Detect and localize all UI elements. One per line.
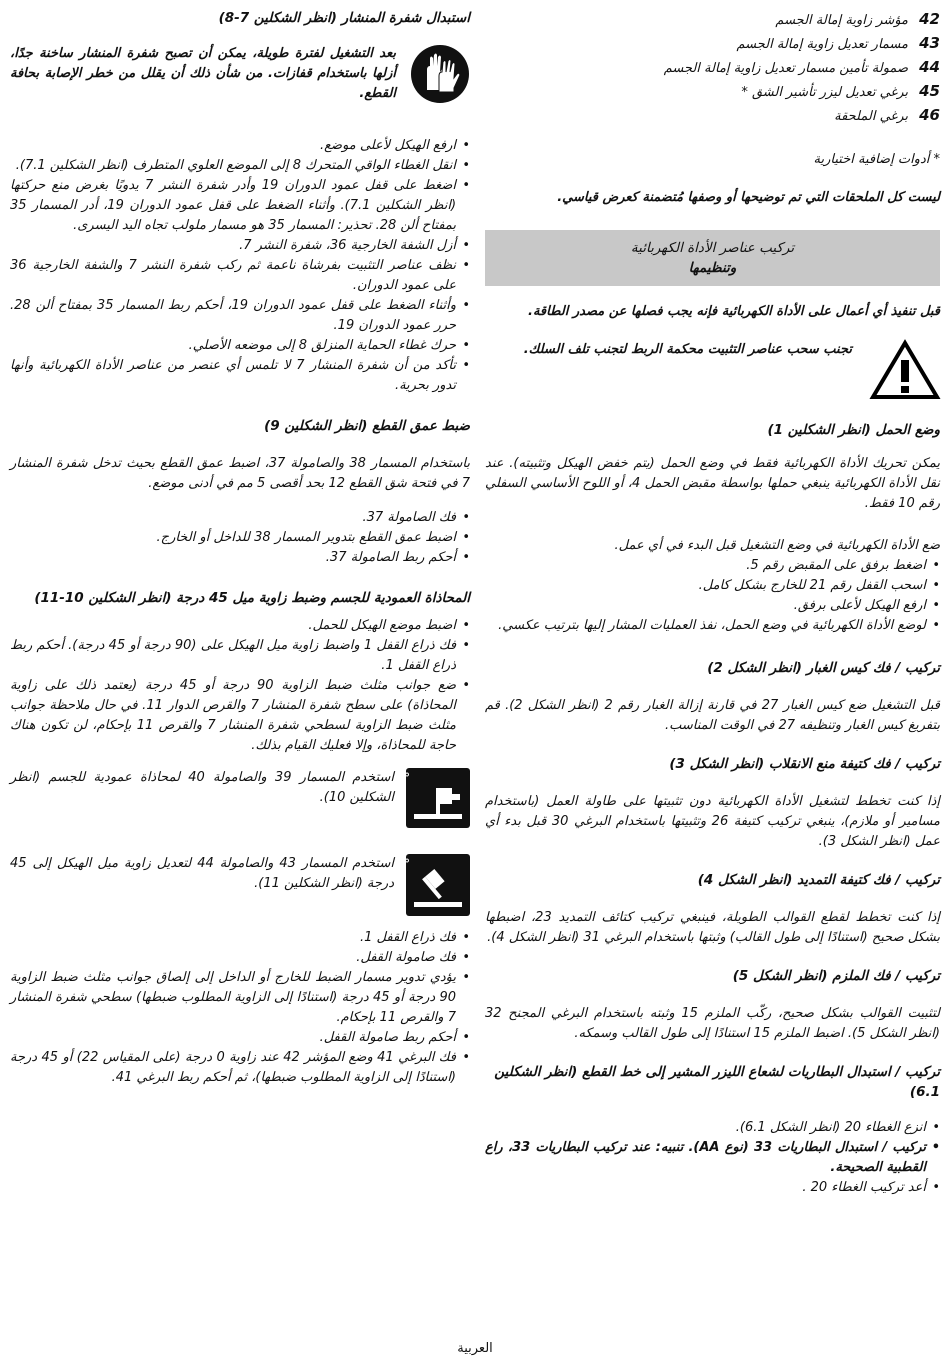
- section-heading-box: [485, 230, 940, 286]
- list-item: • أحكم ربط الصامولة 37.: [10, 548, 470, 568]
- cut-depth-paragraph: باستخدام المسمار 38 والصامولة 37، اضبط عمق القطع بحيث تدخل شفرة المنشار 7 في فتحة شق القطع 12 بحد أقصى 5 مم في أدنى موضع.: [10, 456, 471, 491]
- adjustment-steps: [10, 928, 470, 1088]
- legend-number: 43: [919, 34, 940, 52]
- legend-number: 46: [919, 106, 940, 124]
- svg-text:45°: 45°: [387, 857, 410, 871]
- dust-bag-paragraph: قبل التشغيل ضع كيس الغبار 27 في قارنة إزالة الغبار رقم 2 (انظر الشكل 2). قم بتفريغ كيس الغبار وتنظيفه 27 في الوقت المناسب.: [485, 698, 941, 733]
- angle-45-text: استخدم المسمار 43 والصامولة 44 لتعديل زاوية ميل الهيكل إلى 45 درجة (انظر الشكلين 11).: [10, 856, 394, 891]
- battery-title: تركيب / استبدال البطاريات لشعاع الليزر المشير إلى خط القطع (انظر الشكلين 6.1): [494, 1064, 940, 1100]
- list-item: • انقل الغطاء الواقي المتحرك 8 إلى الموضع العلوي المتطرف (انظر الشكلين 7.1).: [10, 156, 470, 176]
- legend-text: مسمار تعديل زاوية إمالة الجسم: [736, 37, 908, 52]
- replace-blade-steps: [10, 136, 470, 396]
- legend-text: صمولة تأمين مسمار تعديل زاوية إمالة الجسم: [663, 61, 908, 76]
- list-item: • وأثناء الضغط على قفل عمود الدوران 19، أحكم ربط المسمار 35 بمفتاح ألن 28. حرر عمود الدوران 19.: [10, 296, 470, 336]
- legend-text: برغي الملحقة: [834, 109, 908, 124]
- not-all-note: ليست كل الملحقات التي تم توضيحها أو وصفها مُتضمنة كعرض قياسي.: [557, 190, 940, 205]
- list-item: • نظف عناصر التثبيت بفرشاة ناعمة ثم ركب شفرة النشر 7 والشفة الخارجية 36 على عمود الدوران.: [10, 256, 470, 296]
- list-item: • تركيب / استبدال البطاريات 33 (نوع AA). تنبيه: عند تركيب البطاريات 33، راع القطبية الصحيحة.: [485, 1138, 940, 1178]
- alignment-title: المحاذاة العمودية للجسم وضبط زاوية ميل 45 درجة (انظر الشكلين 10-11): [34, 590, 470, 606]
- list-item: • لوضع الأداة الكهربائية في وضع الحمل، نفذ العمليات المشار إليها بترتيب عكسي.: [485, 616, 940, 636]
- list-item: • ارفع الهيكل لأعلى برفق.: [485, 596, 940, 616]
- legend-text: برغي تعديل ليزر تأشير الشق *: [741, 85, 908, 100]
- extension-title: تركيب / فك كتيفة التمديد (انظر الشكل 4): [697, 872, 940, 888]
- section-heading-line: وتنظيمها: [688, 260, 737, 276]
- legend-number: 42: [919, 10, 940, 28]
- list-item: • أعد تركيب الغطاء 20 .: [485, 1178, 940, 1198]
- warning-triangle-icon: [870, 340, 940, 404]
- transport-steps: [485, 556, 940, 636]
- list-item: • اضبط عمق القطع بتدوير المسمار 38 للداخل أو الخارج.: [10, 528, 470, 548]
- unplug-warning: قبل تنفيذ أي أعمال على الأداة الكهربائية فإنه يجب فصلها عن مصدر الطاقة.: [528, 304, 940, 319]
- language-footer: العربية: [457, 1341, 493, 1356]
- list-item: • انزع الغطاء 20 (انظر الشكل 6.1).: [485, 1118, 940, 1138]
- legend-number: 44: [919, 58, 940, 76]
- optional-note: * أدوات إضافية اختيارية: [813, 152, 940, 167]
- gloves-warning-row: [10, 44, 470, 108]
- angle-90-icon: [387, 768, 470, 832]
- list-item: • اسحب القفل رقم 21 للخارج بشكل كامل.: [485, 576, 940, 596]
- cord-warning-text: تجنب سحب عناصر التثبيت محكمة الربط لتجنب تلف السلك.: [523, 342, 852, 357]
- left-column: [10, 6, 470, 1088]
- list-item: • يؤدي تدوير مسمار الضبط للخارج أو الداخل إلى إلصاق جوانب مثلث ضبط الزاوية 90 درجة أو 45 درجة (استنادًا إلى الزاوية المطلوب ضبطها) سطحي شفرة المنشار 7 والقرص 11 بإحكام.: [10, 968, 470, 1028]
- list-item: • ارفع الهيكل لأعلى موضع.: [10, 136, 470, 156]
- parts-legend: [485, 8, 940, 128]
- clamp-paragraph: لتثبيت القوالب بشكل صحيح، ركّب الملزم 15 وثبته باستخدام البرغي المجنح 32 (انظر الشكل 5). اضبط الملزم 15 استنادًا إلى طول القالب وسمكه.: [485, 1006, 940, 1041]
- clamp-title: تركيب / فك الملزم (انظر الشكل 5): [732, 968, 940, 984]
- list-item: • اضغط برفق على المقبض رقم 5.: [485, 556, 940, 576]
- list-item: • فك ذراع القفل 1 واضبط زاوية ميل الهيكل على (90 درجة أو 45 درجة). أحكم ربط ذراع القفل 1.: [10, 636, 470, 676]
- cut-depth-steps: [10, 508, 470, 568]
- list-item: • فك البرغي 41 وضع المؤشر 42 عند زاوية 0 درجة (على المقياس 22) أو 45 درجة (استنادًا إلى الزاوية المطلوب ضبطها)، ثم أحكم ربط البرغي 41.: [10, 1048, 470, 1088]
- extension-paragraph: إذا كنت تخطط لقطع القوالب الطويلة، فينبغي تركيب كتائف التمديد 23، اضبطها بشكل صحيح (استنادًا إلى طول القالب) وثبتها باستخدام البرغي 31 (انظر الشكل 4).: [485, 910, 940, 945]
- list-item: • تأكد من أن شفرة المنشار 7 لا تلمس أي عنصر من عناصر الأداة الكهربائية وأنها تدور بحرية.: [10, 356, 470, 396]
- list-item: • حرك غطاء الحماية المنزلق 8 إلى موضعه الأصلي.: [10, 336, 470, 356]
- anti-tip-title: تركيب / فك كتيفة منع الانقلاب (انظر الشكل 3): [669, 756, 940, 772]
- transport-title: وضع الحمل (انظر الشكلين 1): [767, 422, 940, 438]
- angle-45-icon: [387, 854, 470, 920]
- legend-item: [485, 104, 940, 128]
- right-column: [485, 6, 940, 1198]
- dust-bag-title: تركيب / فك كيس الغبار (انظر الشكل 2): [707, 660, 940, 676]
- list-item: • اضبط موضع الهيكل للحمل.: [10, 616, 470, 636]
- list-item: • فك صامولة القفل.: [10, 948, 470, 968]
- list-item: • ضع جوانب مثلث ضبط الزاوية 90 درجة أو 45 درجة (يعتمد ذلك على زاوية المحاذاة) على سطح شفرة المنشار 7 والقرص الدوار 11. في حال ملاحظة جوانب مثلث ضبط الزاوية لسطحي شفرة المنشار 7 والقرص 11 بإحكام، لن تكون هناك حاجة للمحاذاة، وإلا فعليك القيام بذلك.: [10, 676, 470, 756]
- legend-number: 45: [919, 82, 940, 100]
- legend-item: [485, 80, 940, 104]
- anti-tip-paragraph: إذا كنت تخطط لتشغيل الأداة الكهربائية دون تثبيتها على طاولة العمل (باستخدام مسامير أو ملازم)، ينبغي تركيب كتيفة 26 وتثبيتها باستخدام البرغي 30 قبل بدء أي عمل (انظر الشكل 3).: [485, 794, 940, 849]
- gloves-icon: [410, 44, 470, 108]
- transport-paragraph: يمكن تحريك الأداة الكهربائية فقط في وضع الحمل (يتم خفض الهيكل وتثبيته). عند نقل الأداة الكهربائية ينبغي حملها بواسطة مقبض الحمل 4، أو اللوح الأساسي السفلي رقم 10 فقط.: [485, 456, 940, 511]
- svg-text:90°: 90°: [387, 771, 410, 785]
- list-item: • أحكم ربط صامولة القفل.: [10, 1028, 470, 1048]
- list-item: • فك الصامولة 37.: [10, 508, 470, 528]
- legend-item: [485, 8, 940, 32]
- replace-blade-title: استبدال شفرة المنشار (انظر الشكلين 7-8): [218, 10, 470, 26]
- cut-depth-title: ضبط عمق القطع (انظر الشكلين 9): [264, 418, 470, 434]
- transport-paragraph: ضع الأداة الكهربائية في وضع التشغيل قبل البدء في أي عمل.: [614, 538, 940, 553]
- list-item: • فك ذراع القفل 1.: [10, 928, 470, 948]
- battery-steps: [485, 1118, 940, 1198]
- list-item: • اضغط على قفل عمود الدوران 19 وأدر شفرة النشر 7 يدويًا بغرض منع حركتها (انظر الشكلين 7.1). وأثناء الضغط على قفل عمود الدوران 19، أدر المسمار 35 بمفتاح ألن 28. تحذير: المسمار 35 هو مسمار ملولب تجاه اليد اليسرى.: [10, 176, 470, 236]
- angle-45-row: [10, 854, 470, 920]
- legend-item: [485, 32, 940, 56]
- angle-90-row: [10, 768, 470, 832]
- gloves-warning-text: بعد التشغيل لفترة طويلة، يمكن أن تصبح شفرة المنشار ساخنة جدًا، أزلها باستخدام قفازات. من شأن ذلك أن يقلل من خطر الإصابة بحافة القطع.: [10, 46, 396, 101]
- cord-warning-row: [485, 340, 940, 404]
- legend-item: [485, 56, 940, 80]
- section-heading-line: تركيب عناصر الأداة الكهربائية: [630, 240, 795, 256]
- list-item: • أزل الشفة الخارجية 36، شفرة النشر 7.: [10, 236, 470, 256]
- angle-90-text: استخدم المسمار 39 والصامولة 40 لمحاذاة عمودية للجسم (انظر الشكلين 10).: [10, 770, 395, 805]
- alignment-steps: [10, 616, 470, 756]
- legend-text: مؤشر زاوية إمالة الجسم: [775, 13, 908, 28]
